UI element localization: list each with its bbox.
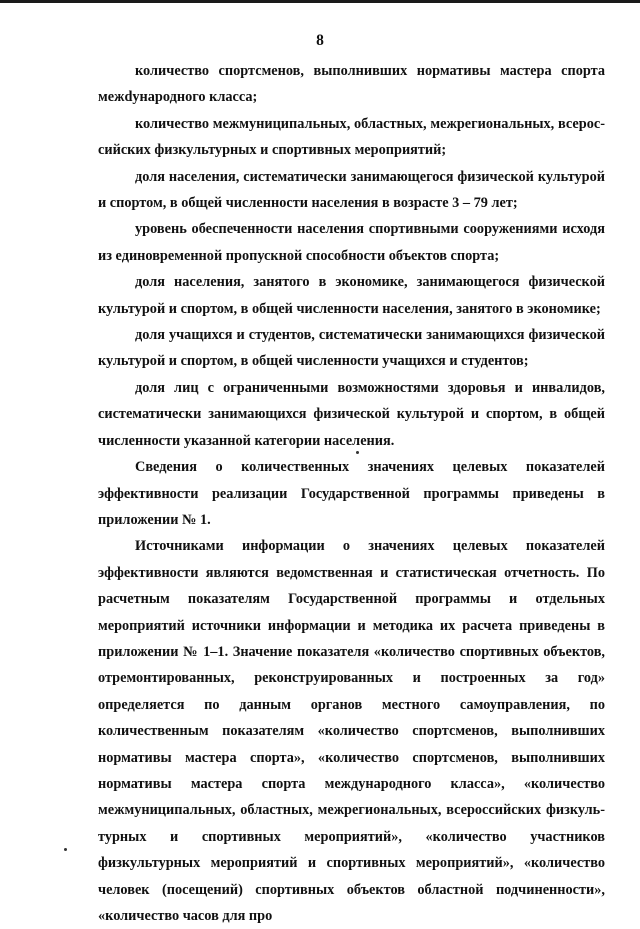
- page-number: 8: [316, 32, 324, 49]
- paragraph-information-sources: Источниками информации о значениях целевых показателей эффективности являются ведомственная и статистическая отчетность. По расчетным показателям Государственной программы и отдельных мероприятий источники информации и методика их расчета приведены в приложении № 1–1. Значение показателя «количество спортивных объектов, отремонтированных, реконструированных и построенных за год» определяется по данным органов местного самоуправления, по количественным показателям «количество спортсменов, выполнивших нормативы мастера спорта», «количество спортсменов, выполнивших нормативы мастера спорта международного класса», «количество межмуниципальных, областных, межрегиональных, всероссийских физкультурных и спортивных мероприятий», «количество участников физкультурных мероприятий и спортивных мероприятий», «количество человек (посещений) спортивных объектов областной подчиненности», «количество часов для про: [98, 538, 605, 924]
- scan-speck: [356, 451, 359, 454]
- paragraph-indicator-events: количество межмуниципальных, областных, межрегиональных, всероссийских физкультурных и спортивных мероприятий;: [98, 115, 605, 159]
- paragraph-indicator-intl-masters: количество спортсменов, выполнивших нормативы мастера спорта межdународного класса;: [98, 63, 605, 106]
- paragraph-indicator-students-share: доля учащихся и студентов, систематически занимающихся физической культурой и спортом, в общей численности учащихся и студентов;: [98, 327, 605, 370]
- paragraph-indicator-employed-share: доля населения, занятого в экономике, занимающегося физической культурой и спортом, в общей численности населения, занятого в экономике;: [98, 274, 605, 317]
- scan-speck: [64, 848, 67, 851]
- paragraph-indicator-disabled-share: доля лиц с ограниченными возможностями здоровья и инвалидов, систематически занимающихся физической культурой и спортом, в общей численности указанной категории населения.: [98, 379, 605, 449]
- paragraph-target-values: Сведения о количественных значениях целевых показателей эффективности реализации Государственной программы приведены в приложении № 1.: [98, 459, 605, 528]
- paragraph-indicator-population-share: доля населения, систематически занимающегося физической культурой и спортом, в общей численности населения в возрасте 3 – 79 лет;: [98, 168, 605, 212]
- scan-top-edge: [0, 0, 640, 3]
- document-body: [98, 58, 605, 929]
- paragraph-indicator-facility-provision: уровень обеспеченности населения спортивными сооружениями исходя из единовременной пропускной способности объектов спорта;: [98, 221, 605, 264]
